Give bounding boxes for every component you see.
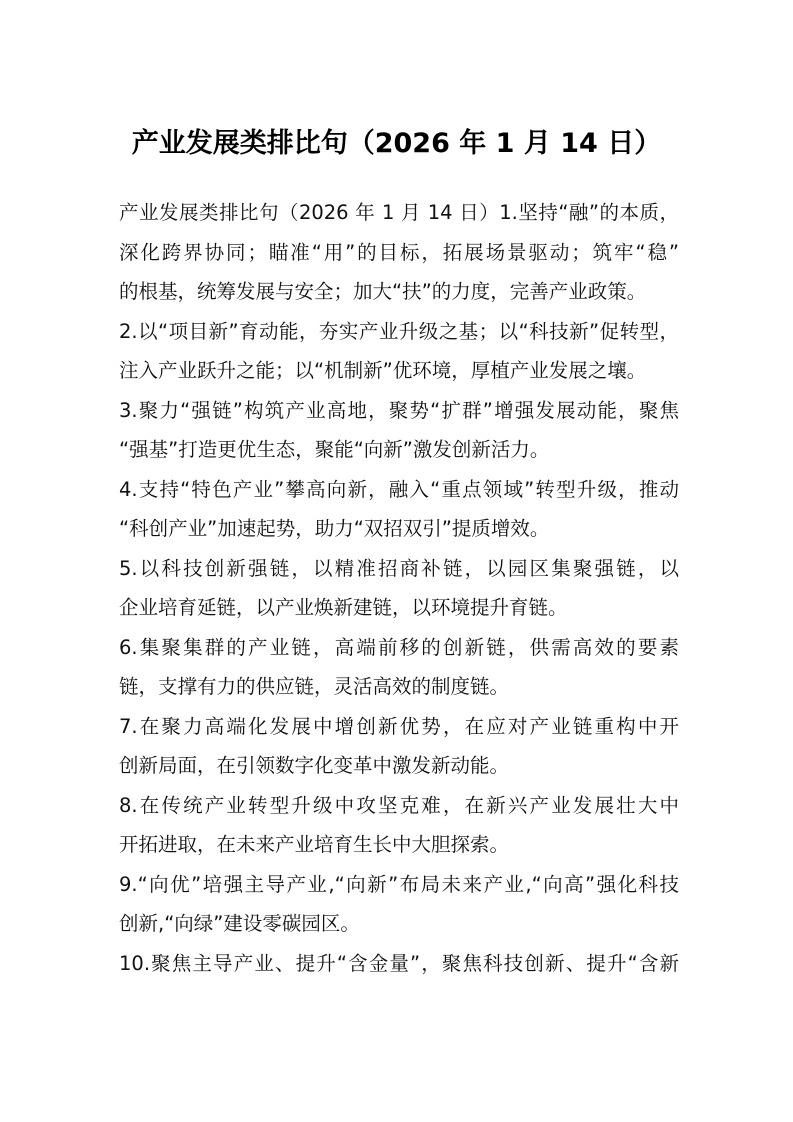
text-line: 4.支持“特色产业”攀高向新，融入“重点领域”转型升级，推动	[119, 477, 679, 501]
text-line: 9.“向优”培强主导产业,“向新”布局未来产业,“向高”强化科技	[119, 872, 679, 896]
paragraph-4	[119, 470, 679, 549]
text-line: 开拓进取，在未来产业培育生长中大胆探索。	[119, 833, 510, 856]
text-line: 3.聚力“强链”构筑产业高地，聚势“扩群”增强发展动能，聚焦	[119, 398, 679, 422]
text-line: 深化跨界协同；瞄准“用”的目标，拓展场景驱动；筑牢“稳”	[119, 240, 679, 264]
text-line: 10.聚焦主导产业、提升“含金量”，聚焦科技创新、提升“含新	[119, 951, 679, 975]
paragraph-8	[119, 786, 679, 865]
paragraph-1	[119, 193, 679, 312]
text-line: 产业发展类排比句（2026 年 1 月 14 日）1.坚持“融”的本质，	[119, 201, 679, 224]
text-line: 创新局面，在引领数字化变革中激发新动能。	[119, 754, 510, 777]
text-line: 的根基，统筹发展与安全；加大“扶”的力度，完善产业政策。	[119, 280, 647, 303]
paragraph-5	[119, 549, 679, 628]
text-line: “强基”打造更优生态，聚能“向新”激发创新活力。	[119, 438, 550, 461]
paragraph-10	[119, 944, 679, 984]
text-line: 6.集聚集群的产业链，高端前移的创新链，供需高效的要素	[119, 635, 679, 659]
text-line: “科创产业”加速起势，助力“双招双引”提质增效。	[119, 517, 550, 540]
text-line: 7.在聚力高端化发展中增创新优势，在应对产业链重构中开	[119, 714, 679, 738]
text-line: 5.以科技创新强链，以精准招商补链，以园区集聚强链，以	[119, 556, 679, 580]
text-line: 8.在传统产业转型升级中攻坚克难，在新兴产业发展壮大中	[119, 793, 679, 817]
text-line: 2.以“项目新”育动能，夯实产业升级之基；以“科技新”促转型，	[119, 319, 679, 343]
text-line: 链，支撑有力的供应链，灵活高效的制度链。	[119, 675, 510, 698]
text-line: 注入产业跃升之能；以“机制新”优环境，厚植产业发展之壤。	[119, 359, 647, 382]
paragraph-7	[119, 707, 679, 786]
text-line: 创新,“向绿”建设零碳园区。	[119, 912, 360, 935]
document-body	[119, 193, 679, 983]
paragraph-9	[119, 865, 679, 944]
paragraph-3	[119, 391, 679, 470]
paragraph-2	[119, 312, 679, 391]
paragraph-6	[119, 628, 679, 707]
text-line: 企业培育延链，以产业焕新建链，以环境提升育链。	[119, 596, 568, 619]
document-title: 产业发展类排比句（2026 年 1 月 14 日）	[131, 128, 662, 159]
